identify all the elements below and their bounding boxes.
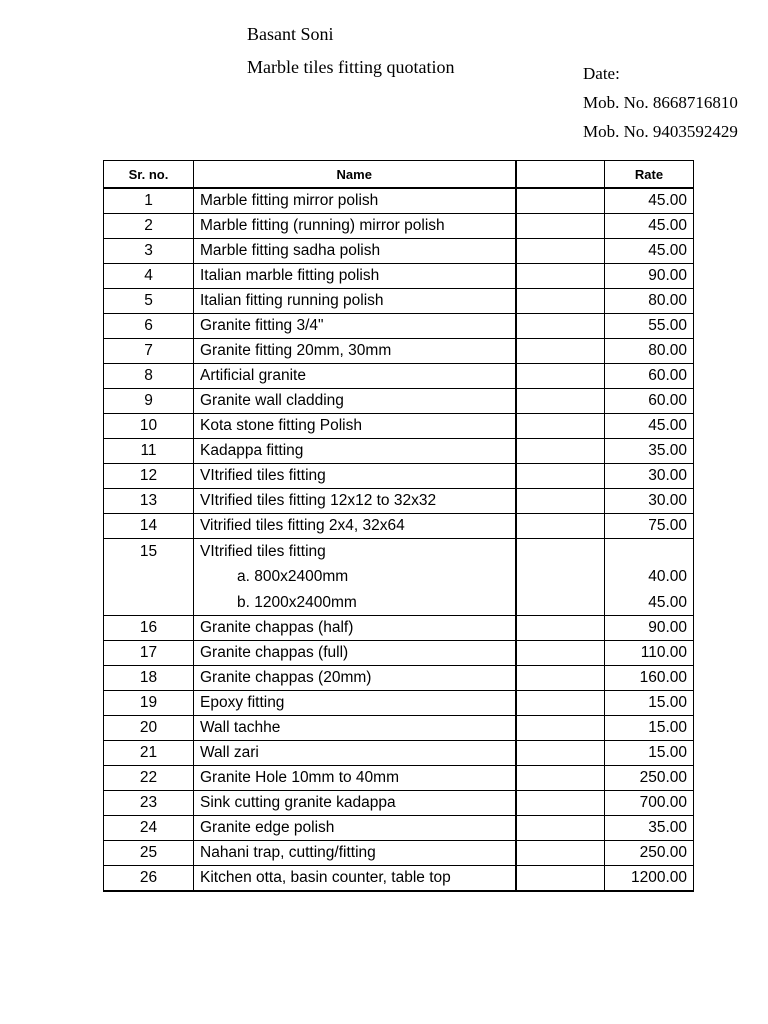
row-rate: 45.00 (605, 238, 694, 263)
table-row (104, 791, 694, 816)
table-row (104, 338, 694, 363)
row-blank-cell (516, 513, 605, 538)
row-rate: 15.00 (605, 741, 694, 766)
row-rate: 60.00 (605, 388, 694, 413)
mobile-number-2: Mob. No. 9403592429 (583, 122, 738, 141)
row-sr-no: 24 (104, 816, 194, 841)
row-item-name: Wall tachhe (194, 716, 516, 741)
row-sr-no: 2 (104, 213, 194, 238)
business-name: Basant Soni (247, 24, 334, 44)
row-item-name: Marble fitting (running) mirror polish (194, 213, 516, 238)
row-item-name: Kadappa fitting (194, 438, 516, 463)
row-item-name: Granite chappas (20mm) (194, 666, 516, 691)
table-row (104, 513, 694, 538)
row-item-name: Artificial granite (194, 363, 516, 388)
row-rate: 15.00 (605, 691, 694, 716)
row-rate: 1200.00 (605, 866, 694, 891)
row-sr-no: 7 (104, 338, 194, 363)
row-item-name: Granite fitting 3/4" (194, 313, 516, 338)
row-blank-cell (516, 866, 605, 891)
row-blank-cell (516, 616, 605, 641)
table-row (104, 238, 694, 263)
row-blank-cell (516, 413, 605, 438)
row-blank-cell (516, 238, 605, 263)
table-row (104, 691, 694, 716)
row-rate: 60.00 (605, 363, 694, 388)
table-row (104, 538, 694, 616)
row-blank-cell (516, 313, 605, 338)
column-header-sr-no: Sr. no. (104, 161, 194, 189)
table-row (104, 488, 694, 513)
column-header-rate: Rate (605, 161, 694, 189)
table-row (104, 188, 694, 213)
table-row (104, 463, 694, 488)
table-row (104, 313, 694, 338)
row-blank-cell (516, 741, 605, 766)
column-header-blank (516, 161, 605, 189)
table-row (104, 741, 694, 766)
row-sr-no: 4 (104, 263, 194, 288)
row-blank-cell (516, 666, 605, 691)
row-sr-no: 18 (104, 666, 194, 691)
table-row (104, 666, 694, 691)
row-rate: 250.00 (605, 766, 694, 791)
table-row (104, 213, 694, 238)
row-blank-cell (516, 363, 605, 388)
row-item-name (194, 538, 516, 616)
row-sr-no: 12 (104, 463, 194, 488)
row-sr-no: 9 (104, 388, 194, 413)
row-item-name: Marble fitting sadha polish (194, 238, 516, 263)
row-item-name: Granite edge polish (194, 816, 516, 841)
row-rate: 55.00 (605, 313, 694, 338)
row-item-name: VItrified tiles fitting (194, 463, 516, 488)
table-row (104, 641, 694, 666)
row-blank-cell (516, 188, 605, 213)
table-row (104, 413, 694, 438)
table-row (104, 766, 694, 791)
row-sr-no: 1 (104, 188, 194, 213)
row-item-name: Kota stone fitting Polish (194, 413, 516, 438)
row-blank-cell (516, 816, 605, 841)
row-rate: 90.00 (605, 263, 694, 288)
row-item-name-text: VItrified tiles fitting (200, 542, 326, 560)
table-header-row (104, 161, 694, 189)
table-row (104, 438, 694, 463)
mobile-number-1: Mob. No. 8668716810 (583, 93, 738, 112)
row-sr-no: 14 (104, 513, 194, 538)
row-sr-no-text: 15 (139, 542, 158, 560)
row-item-name: Granite wall cladding (194, 388, 516, 413)
table-row (104, 866, 694, 891)
row-sr-no: 6 (104, 313, 194, 338)
row-rate-text (605, 539, 687, 565)
date-label: Date: (583, 64, 620, 83)
row-rate: 160.00 (605, 666, 694, 691)
row-blank-cell (516, 641, 605, 666)
sub-item-rate: 45.00 (648, 593, 687, 611)
row-blank-cell (516, 288, 605, 313)
row-rate: 80.00 (605, 288, 694, 313)
row-rate: 35.00 (605, 816, 694, 841)
row-rate: 45.00 (605, 188, 694, 213)
row-sr-no: 20 (104, 716, 194, 741)
row-item-name: Marble fitting mirror polish (194, 188, 516, 213)
table-row (104, 716, 694, 741)
row-rate (605, 538, 694, 616)
row-item-name: Vitrified tiles fitting 2x4, 32x64 (194, 513, 516, 538)
sub-item-name: a. 800x2400mm (237, 568, 349, 585)
row-sr-no: 11 (104, 438, 194, 463)
table-row (104, 841, 694, 866)
row-sr-no: 10 (104, 413, 194, 438)
row-rate: 30.00 (605, 463, 694, 488)
row-rate: 250.00 (605, 841, 694, 866)
row-sr-no: 25 (104, 841, 194, 866)
row-sr-no: 16 (104, 616, 194, 641)
table-row (104, 388, 694, 413)
row-blank-cell (516, 791, 605, 816)
row-sr-no: 8 (104, 363, 194, 388)
document-title: Marble tiles fitting quotation (247, 57, 455, 77)
row-blank-cell (516, 438, 605, 463)
table-row (104, 616, 694, 641)
row-rate: 35.00 (605, 438, 694, 463)
row-rate: 45.00 (605, 413, 694, 438)
row-item-name: Granite fitting 20mm, 30mm (194, 338, 516, 363)
row-rate: 30.00 (605, 488, 694, 513)
sub-item-rate: 40.00 (648, 568, 687, 585)
row-blank-cell (516, 338, 605, 363)
table-row (104, 363, 694, 388)
row-item-name: Kitchen otta, basin counter, table top (194, 866, 516, 891)
row-item-name: Granite chappas (full) (194, 641, 516, 666)
row-sr-no: 21 (104, 741, 194, 766)
table-row (104, 288, 694, 313)
row-blank-cell (516, 263, 605, 288)
row-blank-cell (516, 213, 605, 238)
row-blank-cell (516, 766, 605, 791)
row-blank-cell (516, 716, 605, 741)
row-rate: 700.00 (605, 791, 694, 816)
row-item-name: Italian fitting running polish (194, 288, 516, 313)
row-sr-no: 23 (104, 791, 194, 816)
row-rate: 15.00 (605, 716, 694, 741)
row-sr-no: 17 (104, 641, 194, 666)
row-sr-no: 19 (104, 691, 194, 716)
row-sr-no: 3 (104, 238, 194, 263)
row-rate: 90.00 (605, 616, 694, 641)
row-blank-cell (516, 463, 605, 488)
row-blank-cell (516, 538, 605, 616)
row-item-name: Sink cutting granite kadappa (194, 791, 516, 816)
row-item-name: Nahani trap, cutting/fitting (194, 841, 516, 866)
row-item-name: VItrified tiles fitting 12x12 to 32x32 (194, 488, 516, 513)
row-sr-no: 26 (104, 866, 194, 891)
row-blank-cell (516, 691, 605, 716)
table-row (104, 816, 694, 841)
row-rate: 80.00 (605, 338, 694, 363)
row-sr-no: 22 (104, 766, 194, 791)
row-rate: 45.00 (605, 213, 694, 238)
row-item-name: Granite chappas (half) (194, 616, 516, 641)
row-sr-no: 5 (104, 288, 194, 313)
row-sr-no (104, 538, 194, 616)
row-item-name: Italian marble fitting polish (194, 263, 516, 288)
sub-item-name: b. 1200x2400mm (237, 593, 357, 611)
row-item-name: Epoxy fitting (194, 691, 516, 716)
row-rate: 110.00 (605, 641, 694, 666)
row-blank-cell (516, 841, 605, 866)
table-row (104, 263, 694, 288)
row-blank-cell (516, 388, 605, 413)
row-sr-no: 13 (104, 488, 194, 513)
column-header-name: Name (194, 161, 516, 189)
row-rate: 75.00 (605, 513, 694, 538)
row-item-name: Wall zari (194, 741, 516, 766)
row-item-name: Granite Hole 10mm to 40mm (194, 766, 516, 791)
quotation-table (103, 160, 694, 892)
row-blank-cell (516, 488, 605, 513)
